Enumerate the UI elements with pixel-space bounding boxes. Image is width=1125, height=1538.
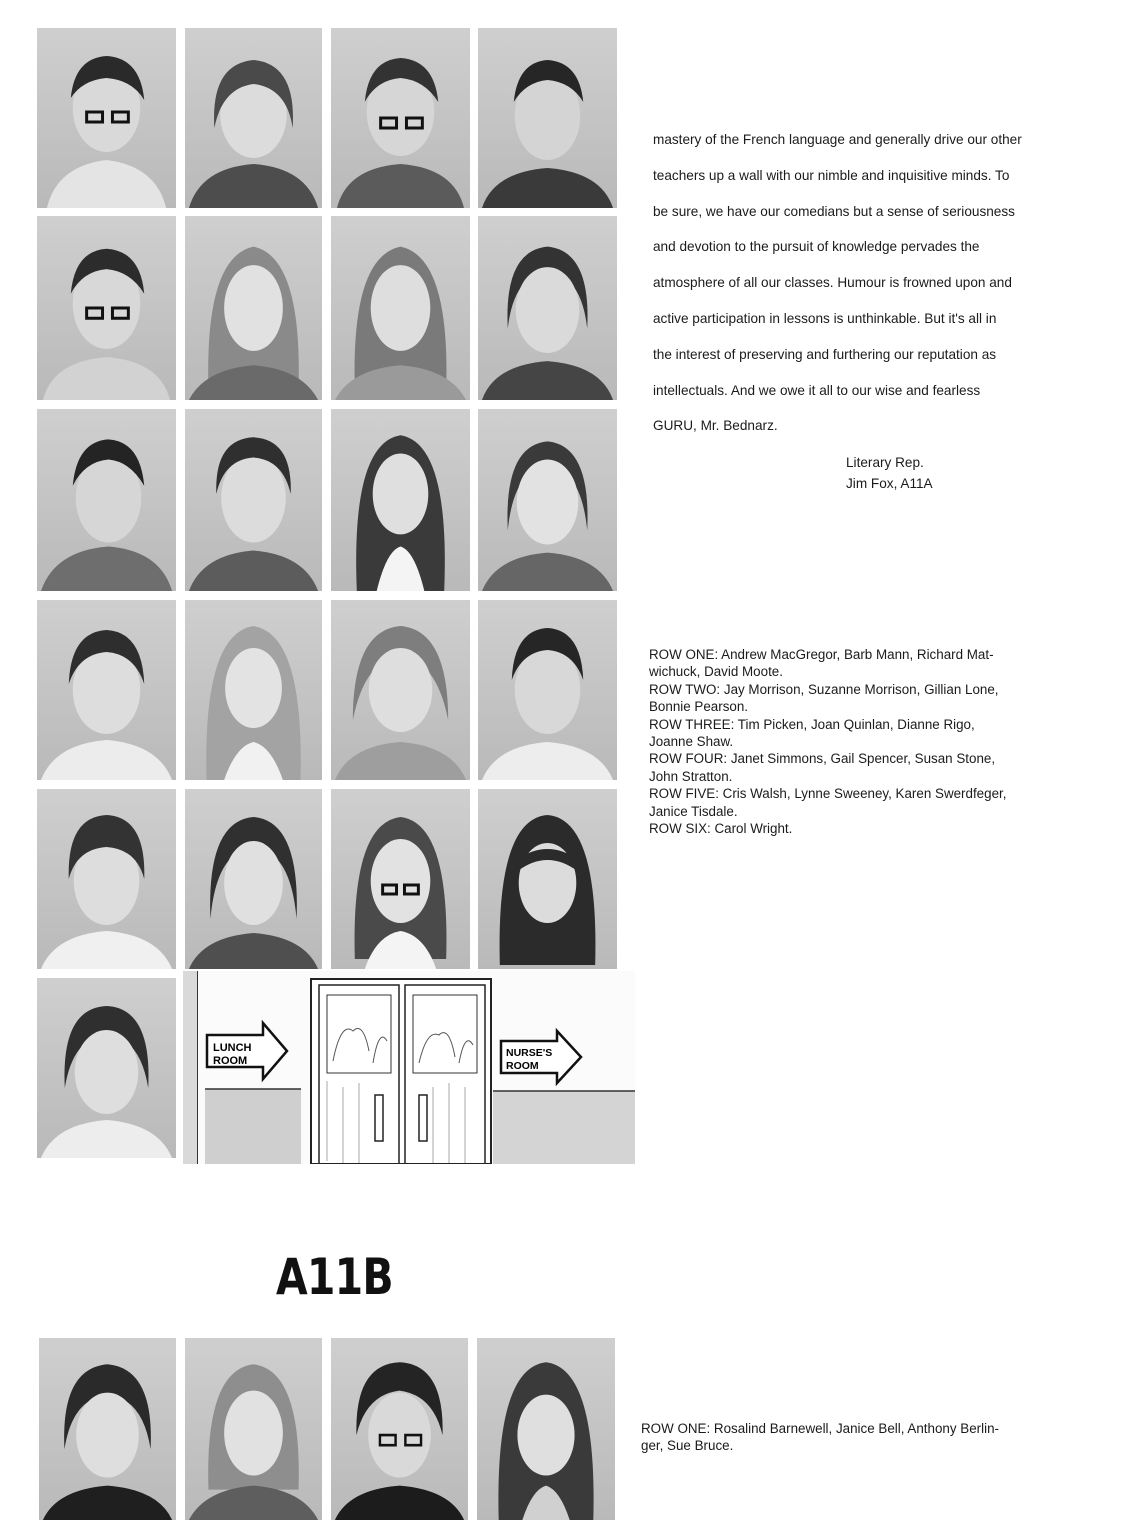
lunch-room-sign-line2: ROOM — [213, 1055, 248, 1067]
caption-line: ROW FIVE: Cris Walsh, Lynne Sweeney, Karen Swerdfeger, — [649, 786, 1007, 802]
caption-line: ROW SIX: Carol Wright. — [649, 821, 793, 837]
a11a-names-caption — [649, 646, 1099, 837]
student-portrait — [37, 409, 176, 591]
student-portrait — [37, 978, 176, 1158]
student-portrait — [37, 789, 176, 969]
student-portrait — [185, 789, 322, 969]
essay-line: atmosphere of all our classes. Humour is frowned upon and — [653, 275, 1012, 291]
a11b-names-caption — [641, 1420, 1091, 1455]
student-portrait — [478, 216, 617, 400]
essay-line: be sure, we have our comedians but a sense of seriousness — [653, 203, 1015, 219]
student-portrait — [331, 409, 470, 591]
nurses-room-sign-line2: ROOM — [506, 1060, 539, 1072]
student-portrait — [331, 600, 470, 780]
student-portrait — [185, 409, 322, 591]
student-portrait — [39, 1338, 176, 1520]
hallway-illustration — [183, 971, 635, 1164]
signature-role: Literary Rep. — [846, 455, 924, 470]
caption-line: ROW ONE: Rosalind Barnewell, Janice Bell, Anthony Berlin- — [641, 1421, 999, 1436]
nurses-room-sign-line1: NURSE'S — [506, 1047, 553, 1059]
student-portrait — [477, 1338, 615, 1520]
student-portrait — [331, 789, 470, 969]
essay-line: and devotion to the pursuit of knowledge pervades the — [653, 239, 980, 255]
student-portrait — [185, 600, 322, 780]
student-portrait — [331, 28, 470, 208]
student-portrait — [478, 789, 617, 969]
student-portrait — [331, 1338, 468, 1520]
literary-essay — [653, 122, 1098, 444]
section-title-a11b: A11B — [276, 1248, 393, 1306]
student-portrait — [37, 600, 176, 780]
essay-line: the interest of preserving and furthering our reputation as — [653, 346, 997, 362]
caption-line: Joanne Shaw. — [649, 734, 734, 750]
student-portrait — [37, 28, 176, 208]
student-portrait — [185, 1338, 322, 1520]
caption-line: ROW FOUR: Janet Simmons, Gail Spencer, Susan Stone, — [649, 751, 996, 767]
essay-line: intellectuals. And we owe it all to our wise and fearless — [653, 382, 981, 398]
student-portrait — [185, 28, 322, 208]
caption-line: ROW THREE: Tim Picken, Joan Quinlan, Dianne Rigo, — [649, 716, 975, 732]
caption-line: wichuck, David Moote. — [649, 664, 783, 680]
essay-line: teachers up a wall with our nimble and inquisitive minds. To — [653, 167, 1010, 183]
caption-line: John Stratton. — [649, 768, 733, 784]
caption-line: ROW TWO: Jay Morrison, Suzanne Morrison, Gillian Lone, — [649, 681, 999, 697]
signature-name: Jim Fox, A11A — [846, 476, 933, 491]
student-portrait — [478, 409, 617, 591]
essay-signature — [846, 452, 933, 494]
essay-line: active participation in lessons is unthinkable. But it's all in — [653, 310, 997, 326]
caption-line: Bonnie Pearson. — [649, 699, 749, 715]
student-portrait — [37, 216, 176, 400]
essay-line: mastery of the French language and generally drive our other — [653, 132, 1022, 147]
caption-line: ROW ONE: Andrew MacGregor, Barb Mann, Richard Mat- — [649, 647, 994, 662]
student-portrait — [331, 216, 470, 400]
student-portrait — [185, 216, 322, 400]
caption-line: ger, Sue Bruce. — [641, 1438, 734, 1454]
essay-line: GURU, Mr. Bednarz. — [653, 418, 778, 434]
caption-line: Janice Tisdale. — [649, 803, 738, 819]
student-portrait — [478, 600, 617, 780]
lunch-room-sign-line1: LUNCH — [213, 1042, 252, 1054]
student-portrait — [478, 28, 617, 208]
